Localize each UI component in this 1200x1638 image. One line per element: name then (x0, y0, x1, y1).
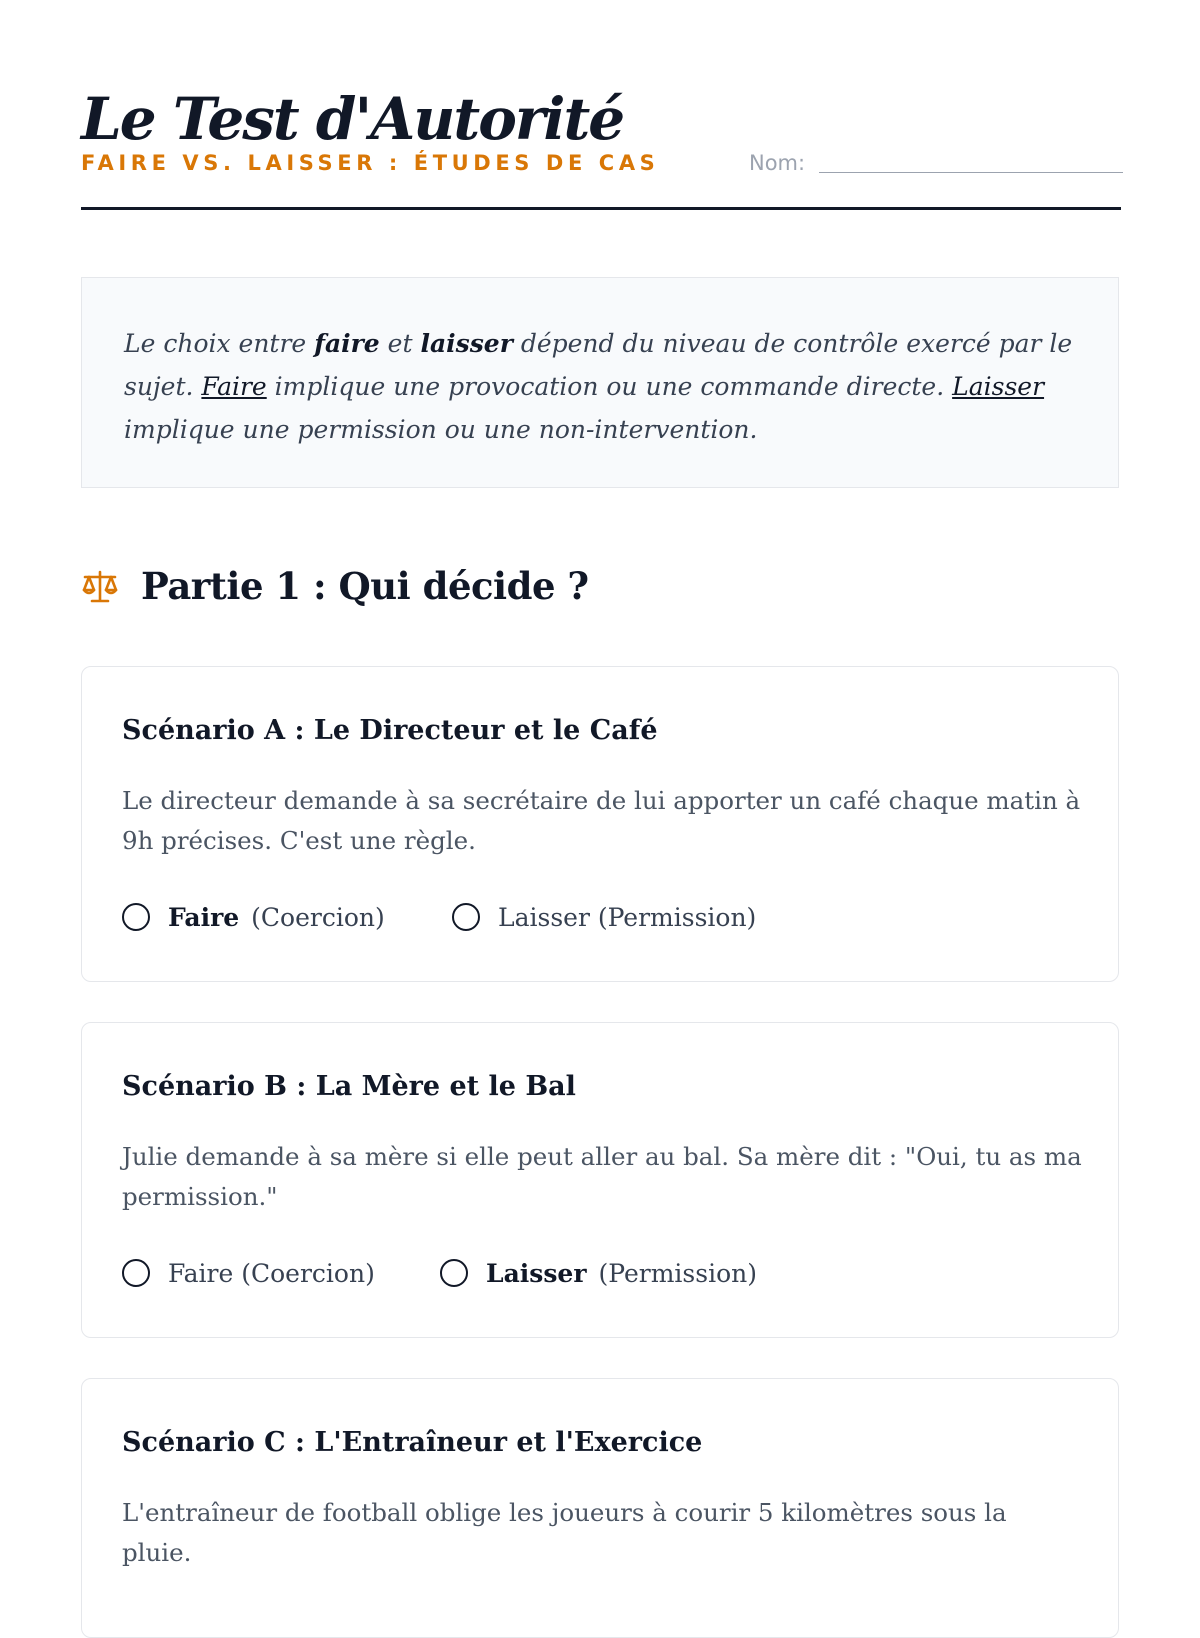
option-faire[interactable] (122, 1253, 375, 1293)
intro-underline-laisser: Laisser (952, 372, 1045, 401)
intro-text: Le choix entre (124, 329, 315, 358)
option-laisser[interactable] (440, 1253, 757, 1293)
section-title: Partie 1 : Qui décide ? (141, 564, 589, 608)
name-label: Nom: (749, 151, 806, 175)
radio-button[interactable] (122, 1259, 150, 1287)
scenario-title: Scénario C : L'Entraîneur et l'Exercice (122, 1427, 703, 1458)
scenario-text: Le directeur demande à sa secrétaire de lui apporter un café chaque matin à 9h précises. C'est une règle. (122, 786, 1081, 855)
page-title: Le Test d'Autorité (81, 85, 624, 153)
scenario-card-b (81, 1022, 1119, 1338)
option-label: (Permission) (598, 1258, 757, 1288)
option-keyword: Faire (168, 902, 240, 932)
header-divider (81, 207, 1121, 210)
radio-button[interactable] (122, 903, 150, 931)
option-laisser[interactable] (452, 897, 756, 937)
header (81, 80, 1121, 212)
intro-keyword-faire: faire (314, 329, 380, 358)
page-subtitle: FAIRE VS. LAISSER : ÉTUDES DE CAS (81, 151, 660, 175)
option-label: Faire (Coercion) (168, 1258, 375, 1288)
intro-underline-faire: Faire (201, 372, 267, 401)
scenario-text: L'entraîneur de football oblige les joueurs à courir 5 kilomètres sous la pluie. (122, 1498, 1007, 1567)
scale-icon (81, 568, 119, 606)
option-keyword: Laisser (486, 1258, 587, 1288)
scenario-text: Julie demande à sa mère si elle peut aller au bal. Sa mère dit : "Oui, tu as ma permission." (122, 1142, 1082, 1211)
intro-text: dépend du niveau de contrôle exercé par le sujet. (124, 329, 1073, 401)
name-input-line[interactable] (819, 172, 1123, 173)
option-label: Laisser (Permission) (498, 902, 757, 932)
intro-text: implique une provocation ou une commande directe. (266, 372, 953, 401)
intro-text: implique une permission ou une non-intervention. (124, 415, 758, 444)
intro-text: et (379, 329, 421, 358)
option-faire[interactable] (122, 897, 385, 937)
radio-button[interactable] (452, 903, 480, 931)
scenario-card-c (81, 1378, 1119, 1638)
name-field[interactable] (749, 150, 1123, 180)
scenario-title: Scénario B : La Mère et le Bal (122, 1071, 576, 1102)
intro-box (81, 277, 1119, 488)
intro-keyword-laisser: laisser (420, 329, 513, 358)
scenario-card-a (81, 666, 1119, 982)
radio-button[interactable] (440, 1259, 468, 1287)
option-label: (Coercion) (251, 902, 385, 932)
scenario-title: Scénario A : Le Directeur et le Café (122, 715, 658, 746)
